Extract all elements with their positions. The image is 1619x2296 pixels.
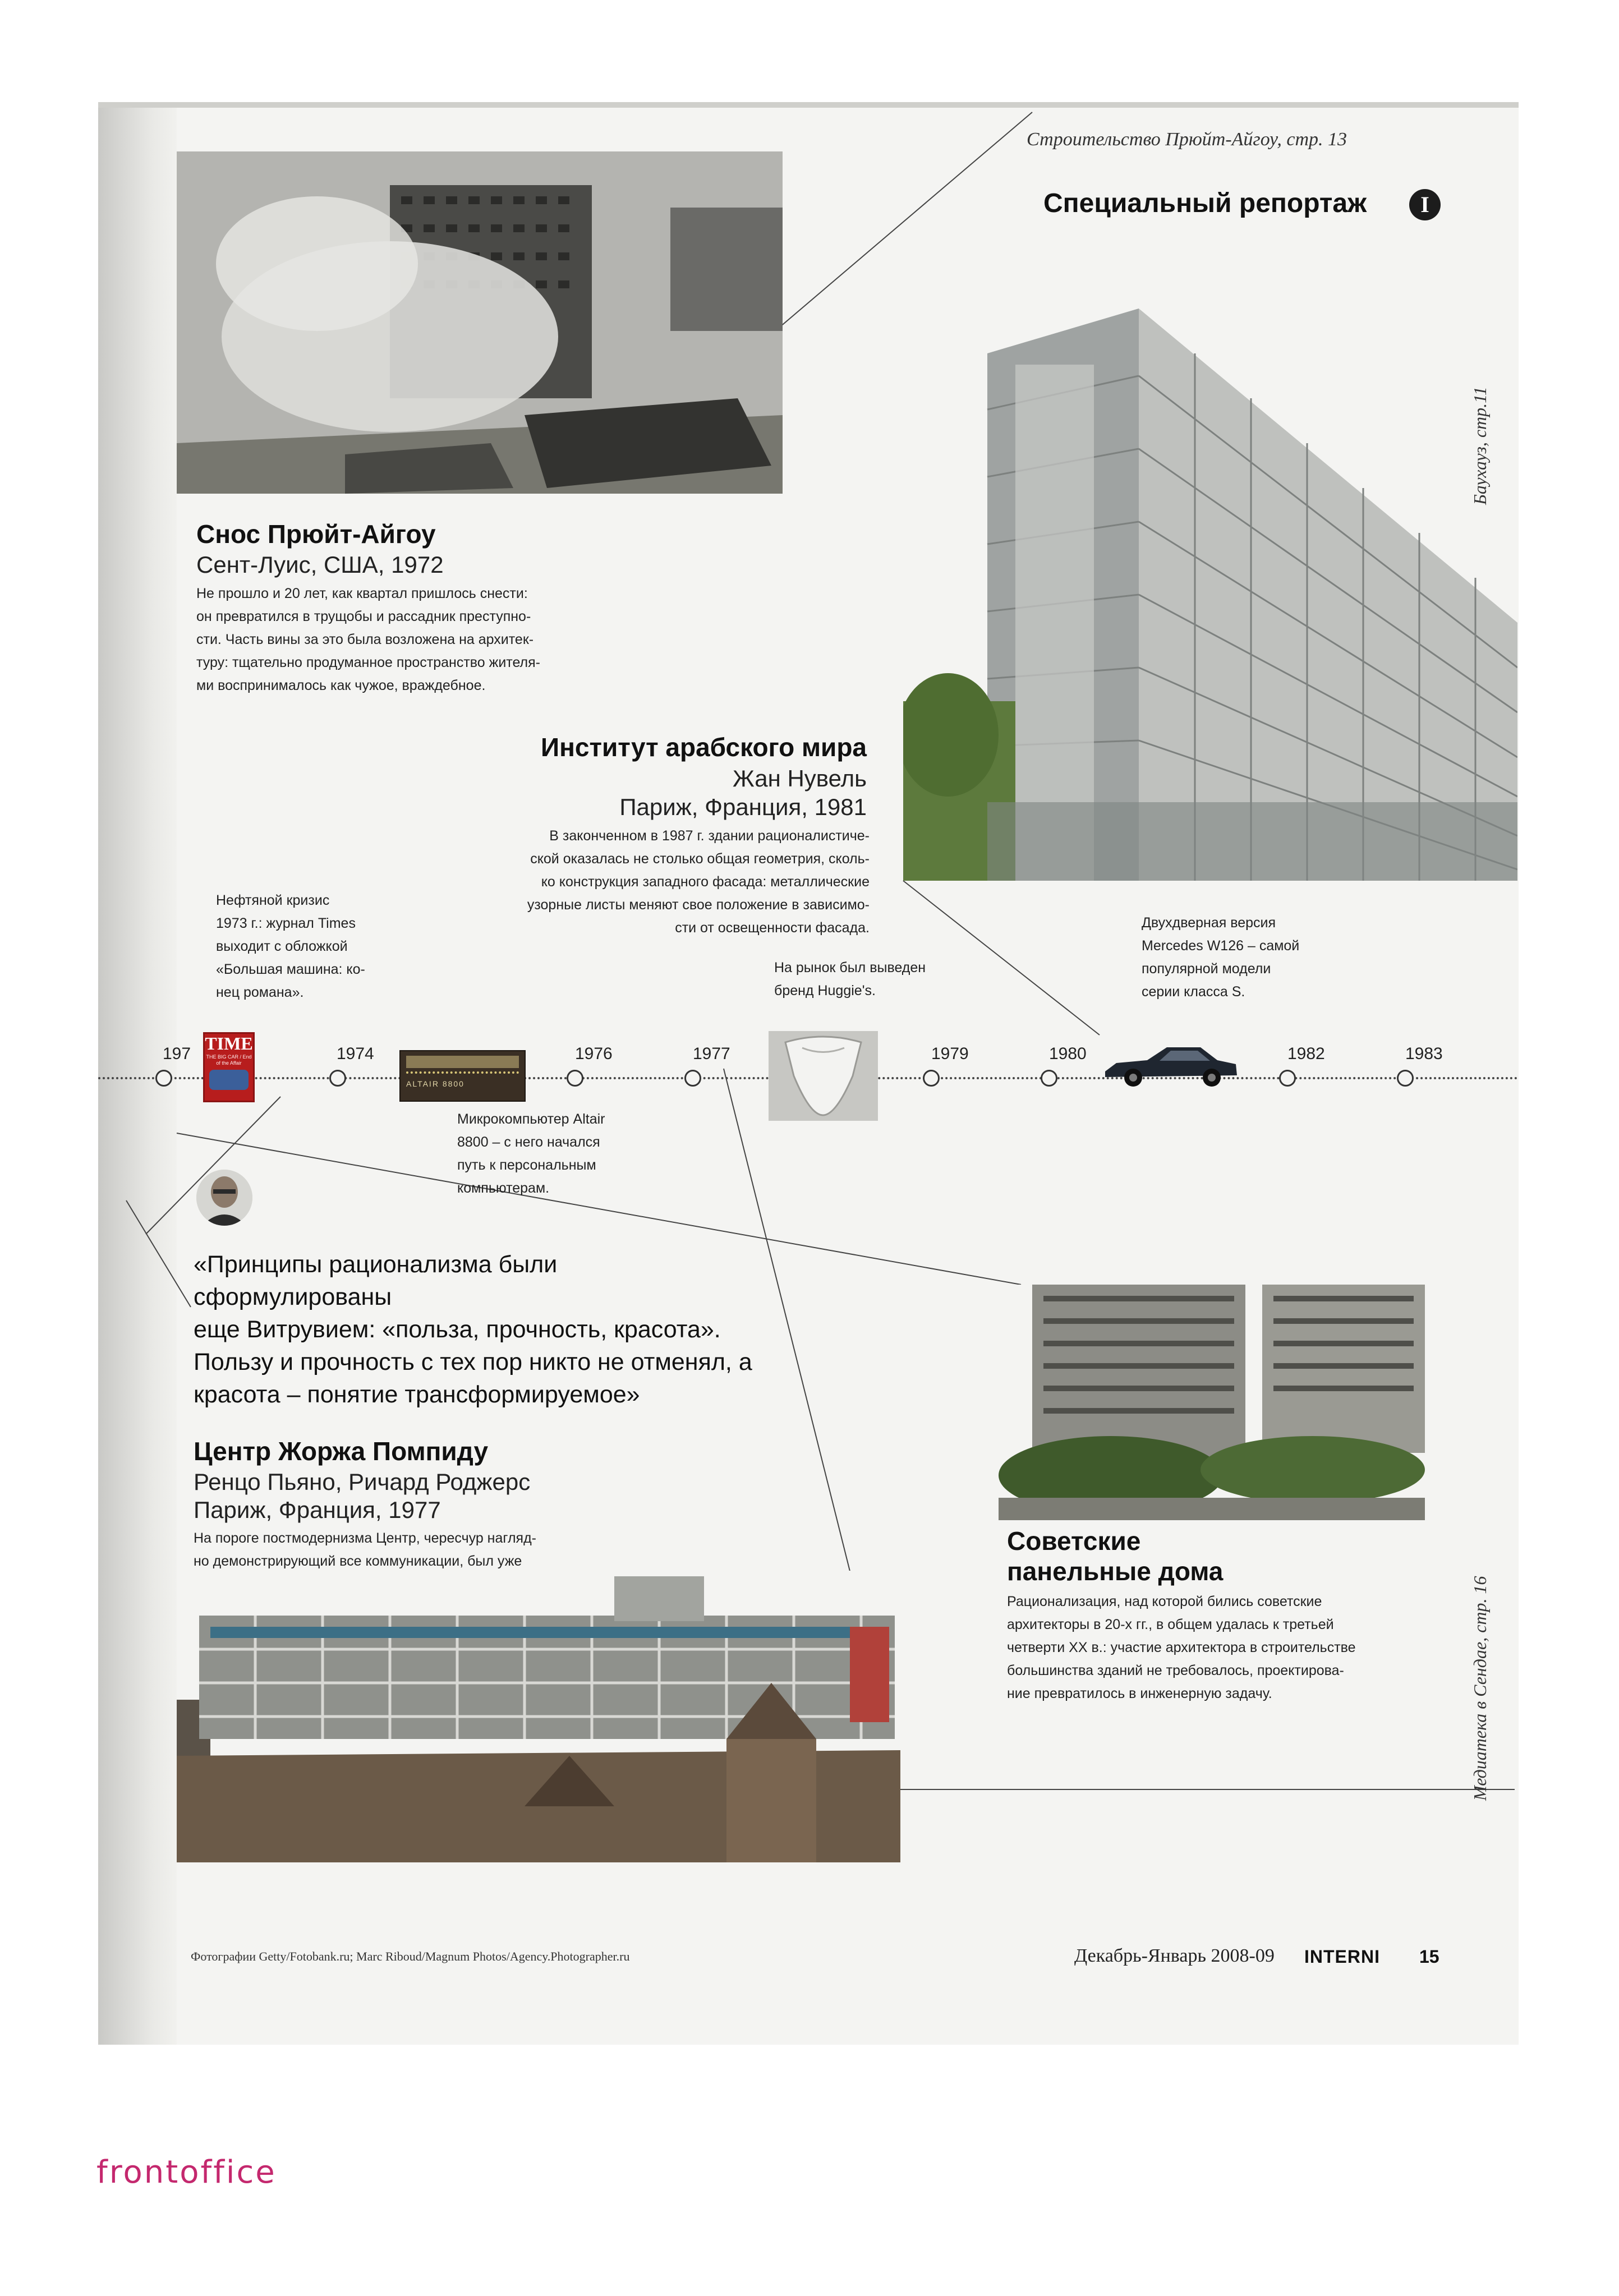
- page-number: 15: [1419, 1947, 1439, 1967]
- oil-crisis-line: 1973 г.: журнал Times: [216, 915, 356, 931]
- ima-place: Париж, Франция, 1981: [619, 794, 867, 820]
- pompidou-centre-photo: [177, 1571, 900, 1862]
- oil-crisis-line: выходит с обложкой: [216, 938, 348, 954]
- soviet-title-line: Советские: [1007, 1526, 1141, 1556]
- year-label: 1983: [1405, 1045, 1443, 1063]
- pruitt-title: Снос Прюйт-Айгоу: [196, 519, 436, 549]
- year-label: 1980: [1049, 1045, 1087, 1063]
- soviet-body-line: архитекторы в 20-х гг., в общем удалась к третьей: [1007, 1617, 1334, 1632]
- oil-crisis-line: нец романа».: [216, 984, 304, 1000]
- pruitt-igoe-photo: [177, 151, 783, 494]
- frontoffice-brand: frontoffice: [96, 2154, 277, 2191]
- quote-author-portrait: [196, 1170, 252, 1226]
- altair-label: ALTAIR 8800: [406, 1079, 464, 1088]
- timeline-dot: [684, 1070, 701, 1087]
- ima-title: Институт арабского мира: [541, 733, 867, 762]
- soviet-body-line: большинства зданий не требовалось, проектирова-: [1007, 1663, 1344, 1678]
- timeline-dot: [329, 1070, 346, 1087]
- mercedes-caption: [1142, 912, 1344, 1004]
- pompidou-title: Центр Жоржа Помпиду: [194, 1437, 489, 1466]
- altair-front-panel: [406, 1056, 519, 1068]
- mercedes-line: Mercedes W126 – самой: [1142, 938, 1300, 954]
- quote-line: «Принципы рационализма были сформулированы: [194, 1251, 558, 1310]
- ima-body-line: ской оказалась не столько общая геометрия, сколь-: [530, 851, 870, 867]
- huggies-diaper-image: [769, 1031, 878, 1121]
- time-cover-caption: THE BIG CAR / End of the Affair: [206, 1054, 252, 1066]
- pompidou-architects: Ренцо Пьяно, Ричард Роджерс: [194, 1469, 531, 1495]
- mercedes-line: серии класса S.: [1142, 984, 1245, 1000]
- pruitt-body-line: Не прошло и 20 лет, как квартал пришлось снести:: [196, 586, 528, 601]
- soviet-title: [1007, 1526, 1223, 1586]
- quote-line: еще Витрувием: «польза, прочность, красота».: [194, 1316, 721, 1343]
- vitruvius-quote: [194, 1248, 755, 1411]
- quote-line: красота – понятие трансформируемое»: [194, 1381, 640, 1408]
- time-logo: TIME: [205, 1033, 253, 1053]
- soviet-body-line: Рационализация, над которой бились советские: [1007, 1594, 1322, 1609]
- timeline-dot: [1397, 1070, 1414, 1087]
- timeline-dot: [1279, 1070, 1296, 1087]
- crossref-bauhaus: Баухауз, стр.11: [1470, 386, 1490, 505]
- oil-crisis-line: «Большая машина: ко-: [216, 961, 365, 977]
- time-magazine-cover: [203, 1032, 255, 1102]
- year-label: 1982: [1287, 1045, 1325, 1063]
- oil-crisis-line: Нефтяной кризис: [216, 892, 330, 908]
- timeline-dot: [923, 1070, 940, 1087]
- ima-body: [482, 825, 870, 940]
- huggies-caption: [774, 956, 976, 1002]
- soviet-body: [1007, 1590, 1433, 1705]
- altair-line: путь к персональным: [457, 1157, 596, 1173]
- mercedes-line: популярной модели: [1142, 961, 1271, 977]
- photo-credits: Фотографии Getty/Fotobank.ru; Marc Riboud/Magnum Photos/Agency.Photographer.ru: [191, 1949, 630, 1963]
- year-label: 1979: [931, 1045, 969, 1063]
- pruitt-body: [196, 582, 589, 697]
- huggies-line: На рынок был выведен: [774, 960, 926, 976]
- year-label: 1974: [337, 1045, 374, 1063]
- quote-line: Пользу и прочность с тех пор никто не отменял, а: [194, 1349, 752, 1375]
- soviet-panel-houses-photo: [999, 1285, 1425, 1520]
- pruitt-body-line: сти. Часть вины за это была возложена на архитек-: [196, 632, 534, 647]
- car-illustration: [209, 1070, 249, 1090]
- altair-switches: [406, 1071, 519, 1076]
- year-label: 1976: [575, 1045, 613, 1063]
- issue-date: Декабрь-Январь 2008-09: [1074, 1945, 1275, 1966]
- timeline-dot: [567, 1070, 583, 1087]
- soviet-body-line: четверти XX в.: участие архитектора в строительстве: [1007, 1640, 1356, 1655]
- pruitt-body-line: ми воспринималось как чужое, враждебное.: [196, 678, 486, 693]
- oil-crisis-caption: [216, 889, 395, 1004]
- ima-architect: Жан Нувель: [733, 765, 867, 792]
- altair-caption: [457, 1108, 659, 1200]
- pruitt-body-line: туру: тщательно продуманное пространство жителя-: [196, 655, 541, 670]
- pompidou-place: Париж, Франция, 1977: [194, 1497, 441, 1523]
- pompidou-body-line: На пороге постмодернизма Центр, чересчур нагляд-: [194, 1530, 536, 1546]
- soviet-body-line: ние превратилось в инженерную задачу.: [1007, 1686, 1272, 1701]
- magazine-name: INTERNI: [1304, 1947, 1380, 1967]
- altair-line: Микрокомпьютер Altair: [457, 1111, 605, 1127]
- crossref-mediatheque: Медиатека в Сендае, стр. 16: [1470, 1576, 1490, 1801]
- ima-body-line: ко конструкция западного фасада: металлические: [541, 874, 870, 890]
- timeline-dot: [155, 1070, 172, 1087]
- mercedes-w126-image: [1102, 1041, 1240, 1088]
- pompidou-body-line: но демонстрирующий все коммуникации, был уже: [194, 1553, 522, 1569]
- timeline-dot: [1041, 1070, 1057, 1087]
- year-label: 1977: [693, 1045, 730, 1063]
- altair-line: 8800 – с него начался: [457, 1134, 600, 1150]
- ima-body-line: сти от освещенности фасада.: [675, 920, 870, 936]
- ima-body-line: узорные листы меняют свое положение в зависимо-: [527, 897, 870, 913]
- year-label: 197: [163, 1045, 191, 1063]
- arab-institute-photo: [903, 309, 1517, 881]
- altair-computer: [399, 1050, 526, 1102]
- huggies-line: бренд Huggie's.: [774, 983, 876, 999]
- section-title: Специальный репортаж: [1043, 188, 1367, 218]
- crossref-top: Строительство Прюйт-Айгоу, стр. 13: [1027, 129, 1347, 150]
- soviet-title-line: панельные дома: [1007, 1557, 1224, 1586]
- pruitt-body-line: он превратился в трущобы и рассадник преступно-: [196, 609, 531, 624]
- altair-line: компьютерам.: [457, 1180, 550, 1196]
- section-badge: I: [1409, 189, 1441, 220]
- ima-body-line: В законченном в 1987 г. здании рационалистиче-: [549, 828, 870, 844]
- pruitt-subtitle: Сент-Луис, США, 1972: [196, 551, 444, 578]
- mercedes-line: Двухдверная версия: [1142, 915, 1276, 931]
